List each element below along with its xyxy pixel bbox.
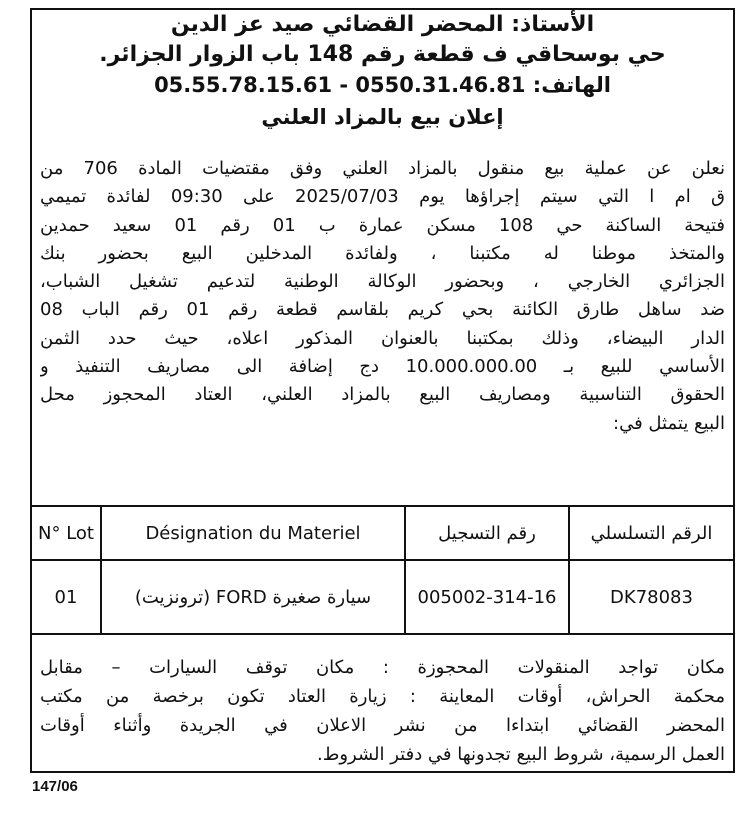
table-header-row	[31, 506, 734, 560]
phone-numbers: 05.55.78.15.61 - 0550.31.46.81	[154, 73, 526, 97]
bailiff-address: حي بوسحاقي ف قطعة رقم 148 باب الزوار الجزائر.	[99, 42, 666, 67]
bailiff-phone	[32, 70, 733, 100]
body-line: نعلن عن عملية بيع منقول بالمزاد العلني وفق مقتضيات المادة 706 من	[40, 158, 725, 179]
notice-body	[40, 155, 725, 438]
body-line: والمتخذ موطنا له مكتبنا ، ولفائدة المدخلين البيع بحضور بنك	[40, 242, 725, 264]
cell-lot: 01	[31, 560, 101, 634]
footer-line: المحضر القضائي ابتداءا من نشر الاعلان في الجريدة وأثناء أوقات	[40, 715, 725, 736]
cell-registration: 005002-314-16	[405, 560, 569, 634]
body-line: الحقوق التناسبية ومصاريف البيع بالمزاد العلني، العتاد المحجوز محل	[40, 384, 725, 406]
body-line: ضد ساهل طارق الكائنة بحي كريم بلقاسم قطعة رقم 01 رقم الباب 08	[40, 299, 725, 321]
table-row	[31, 560, 734, 634]
header-registration: رقم التسجيل	[405, 506, 569, 560]
phone-label: الهاتف:	[532, 73, 611, 97]
lots-table	[30, 505, 735, 635]
body-line: الدار البيضاء، وذلك بمكتبنا بالعنوان المذكور اعلاه، حيث حدد الثمن	[40, 327, 725, 349]
header-lot: N° Lot	[31, 506, 101, 560]
notice-frame	[30, 8, 735, 773]
notice-title: إعلان بيع بالمزاد العلني	[261, 105, 504, 129]
cell-designation: سيارة صغيرة FORD (ترونزيت)	[101, 560, 405, 634]
header-designation: Désignation du Materiel	[101, 506, 405, 560]
body-line: الجزائري الخارجي ، وبحضور الوكالة الوطنية لتدعيم تشغيل الشباب،	[40, 271, 725, 293]
footer-line: محكمة الحراش، أوقات المعاينة : زيارة العتاد تكون برخصة من مكتب	[40, 686, 725, 707]
notice-footer	[40, 653, 725, 769]
bailiff-name: الأستاذ: المحضر القضائي صيد عز الدين	[170, 12, 595, 37]
cell-serial: DK78083	[569, 560, 734, 634]
notice-header	[32, 10, 733, 132]
body-line: ق ام ا التي سيتم إجراؤها يوم 2025/07/03 على 09:30 لفائدة تميمي	[40, 186, 725, 208]
body-line: البيع يتمثل في:	[613, 412, 725, 434]
body-line: فتيحة الساكنة حي 108 مسكن عمارة ب 01 رقم 01 سعيد حمدين	[40, 214, 725, 236]
notice-code: 147/06	[32, 778, 82, 795]
footer-line: مكان تواجد المنقولات المحجوزة : مكان توقف السيارات – مقابل	[40, 657, 725, 678]
body-line: الأساسي للبيع بـ 10.000.000.00 دج إضافة الى مصاريف التنفيذ و	[40, 356, 725, 378]
header-serial: الرقم التسلسلي	[569, 506, 734, 560]
footer-line: العمل الرسمية، شروط البيع تجدونها في دفتر الشروط.	[316, 744, 725, 765]
